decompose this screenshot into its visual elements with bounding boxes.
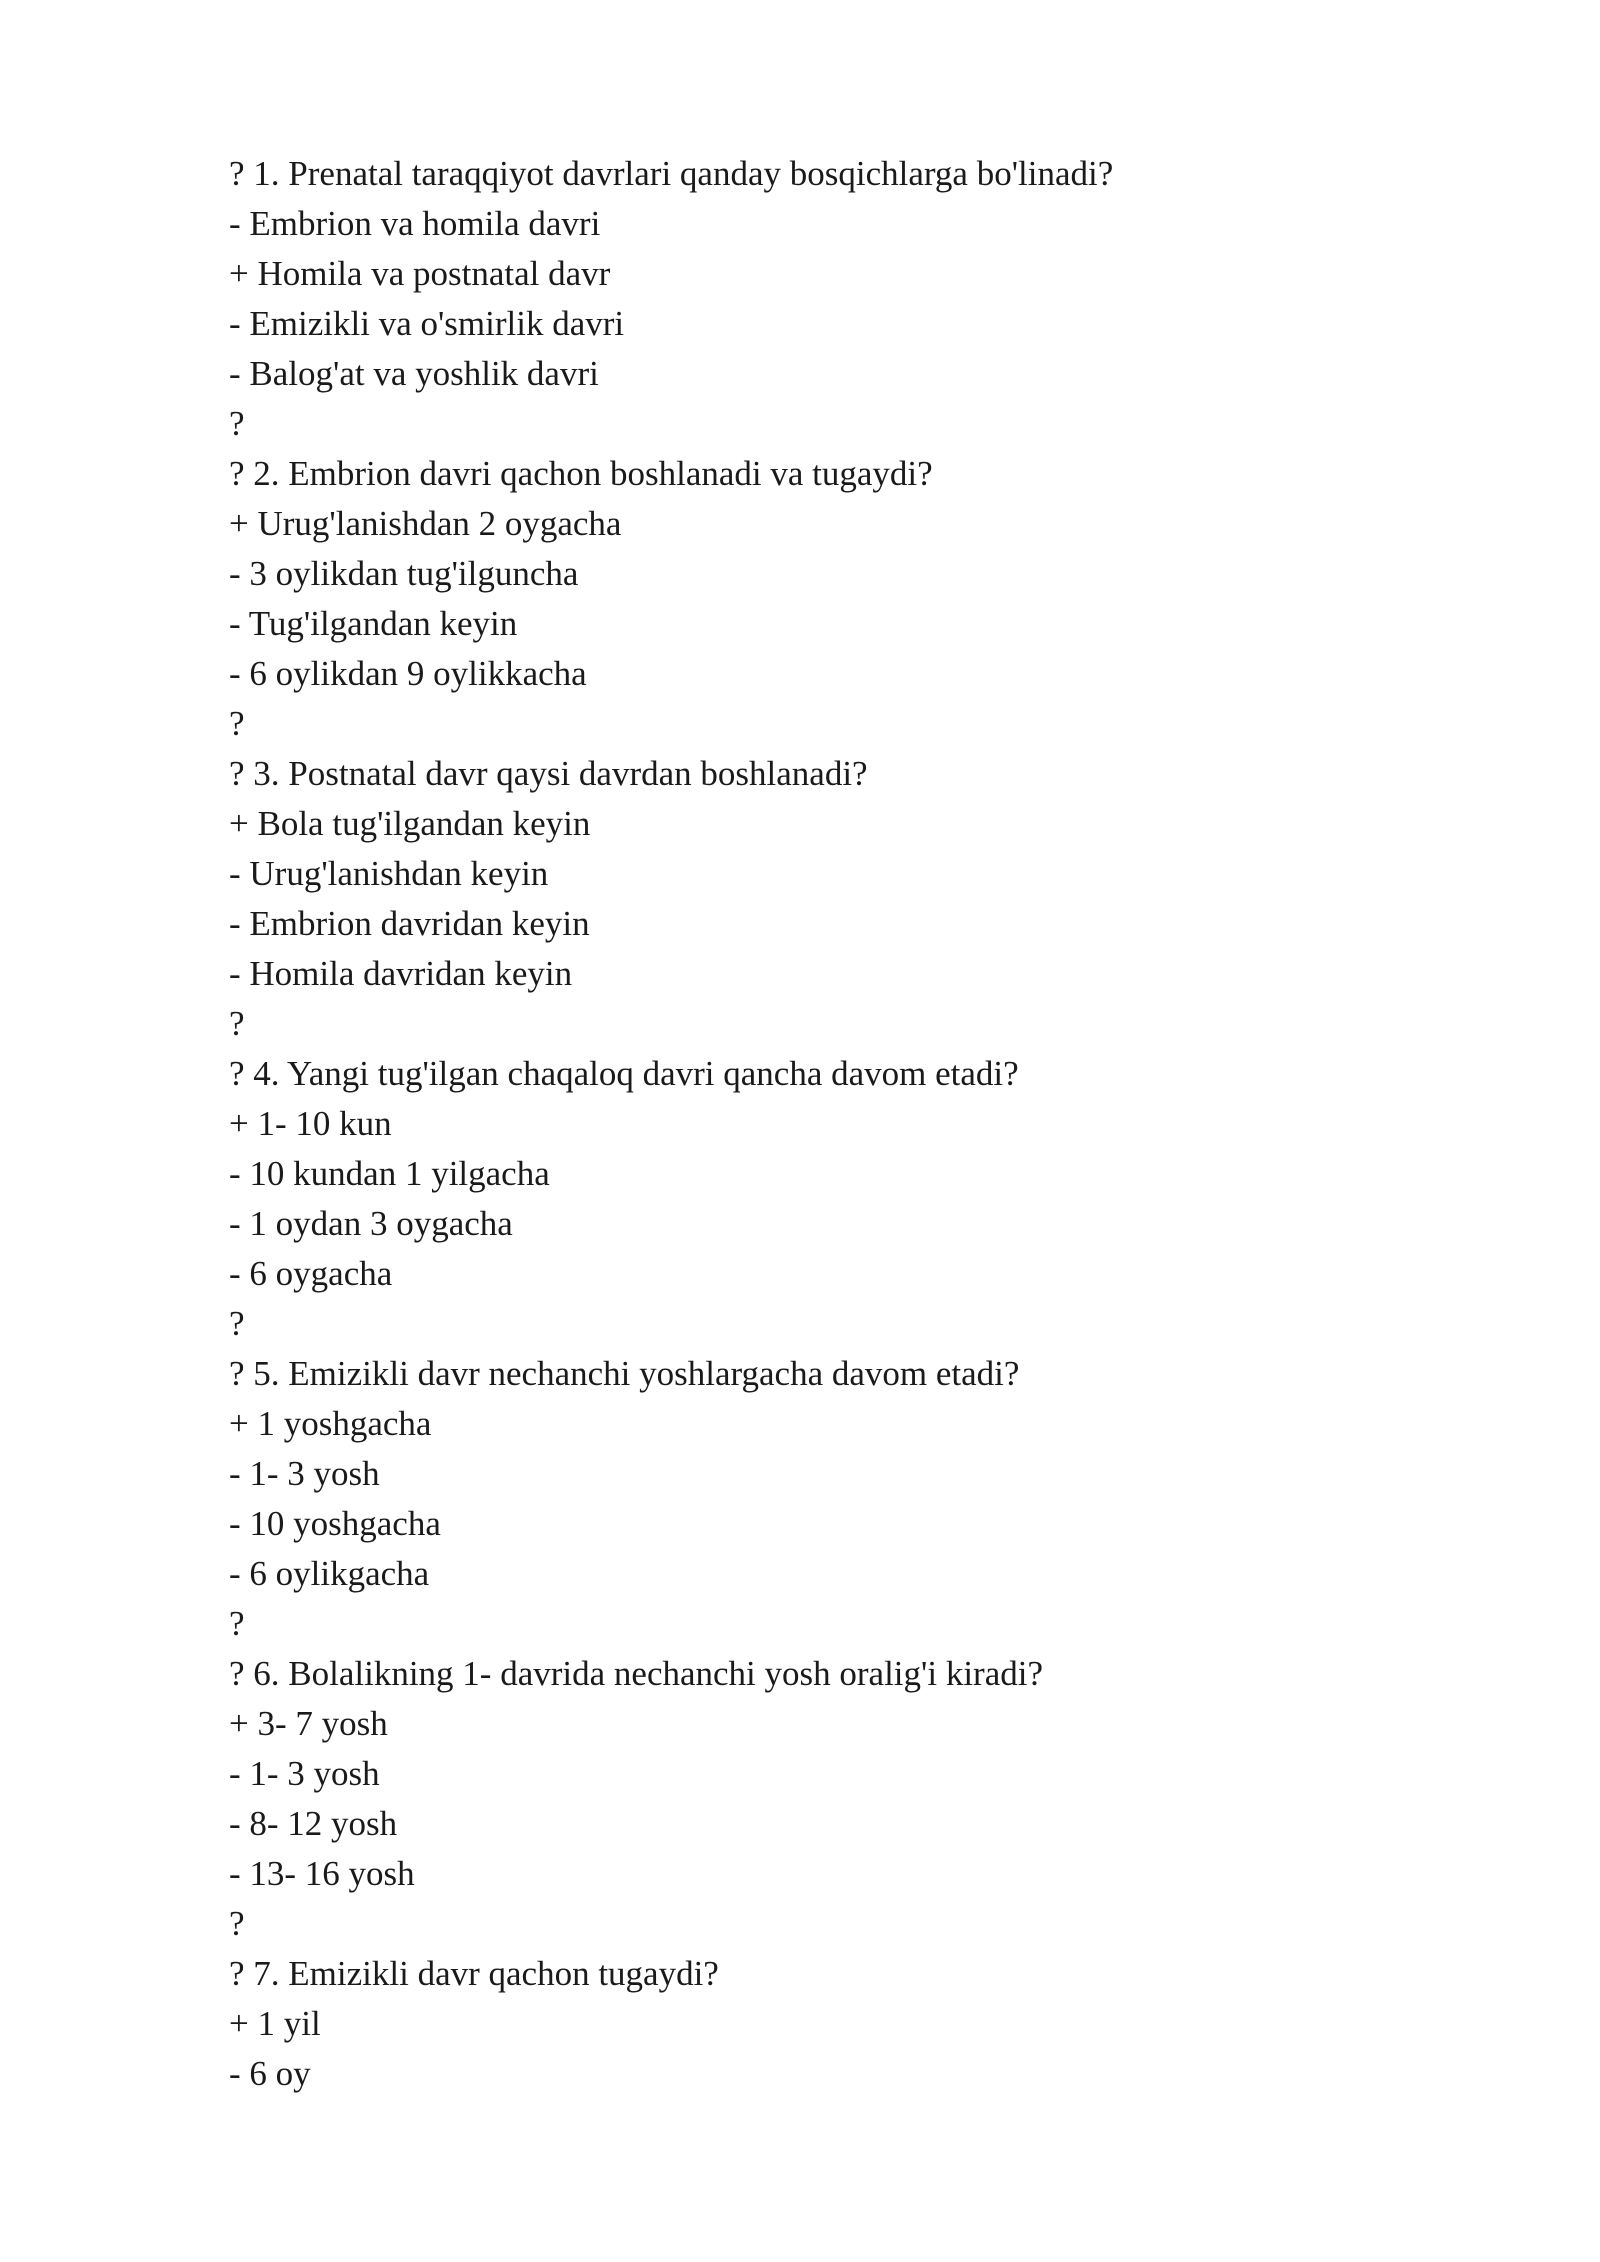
answer-option-line: + 1- 10 kun <box>229 1104 392 1143</box>
separator-line: ? <box>229 1604 245 1643</box>
question-line: ? 3. Postnatal davr qaysi davrdan boshlanadi? <box>229 754 868 793</box>
answer-option-line: - 6 oylikgacha <box>229 1554 430 1593</box>
answer-option-line: - 10 kundan 1 yilgacha <box>229 1154 550 1193</box>
answer-option-line: - Urug'lanishdan keyin <box>229 854 549 893</box>
answer-option-line: - Tug'ilgandan keyin <box>229 604 518 643</box>
answer-option-line: - 1- 3 yosh <box>229 1454 380 1493</box>
answer-option-line: - 8- 12 yosh <box>229 1804 398 1843</box>
answer-option-line: - 1- 3 yosh <box>229 1754 380 1793</box>
separator-line: ? <box>229 1004 245 1043</box>
answer-option-line: - 6 oylikdan 9 oylikkacha <box>229 654 587 693</box>
answer-option-line: - Embrion davridan keyin <box>229 904 590 943</box>
separator-line: ? <box>229 1904 245 1943</box>
separator-line: ? <box>229 404 245 443</box>
answer-option-line: - 6 oygacha <box>229 1254 393 1293</box>
answer-option-line: - Embrion va homila davri <box>229 204 601 243</box>
answer-option-line: + 1 yil <box>229 2004 321 2043</box>
answer-option-line: + 3- 7 yosh <box>229 1704 388 1743</box>
quiz-text-block <box>229 149 1429 2099</box>
question-line: ? 4. Yangi tug'ilgan chaqaloq davri qancha davom etadi? <box>229 1054 1019 1093</box>
answer-option-line: - 10 yoshgacha <box>229 1504 441 1543</box>
answer-option-line: - Balog'at va yoshlik davri <box>229 354 599 393</box>
answer-option-line: - 6 oy <box>229 2054 311 2093</box>
question-line: ? 6. Bolalikning 1- davrida nechanchi yosh oralig'i kiradi? <box>229 1654 1043 1693</box>
answer-option-line: - 1 oydan 3 oygacha <box>229 1204 513 1243</box>
answer-option-line: + Bola tug'ilgandan keyin <box>229 804 591 843</box>
question-line: ? 1. Prenatal taraqqiyot davrlari qanday bosqichlarga bo'linadi? <box>229 154 1114 193</box>
question-line: ? 7. Emizikli davr qachon tugaydi? <box>229 1954 719 1993</box>
answer-option-line: - 13- 16 yosh <box>229 1854 415 1893</box>
answer-option-line: - 3 oylikdan tug'ilguncha <box>229 554 579 593</box>
question-line: ? 5. Emizikli davr nechanchi yoshlargacha davom etadi? <box>229 1354 1020 1393</box>
answer-option-line: - Homila davridan keyin <box>229 954 573 993</box>
answer-option-line: + 1 yoshgacha <box>229 1404 432 1443</box>
answer-option-line: + Homila va postnatal davr <box>229 254 611 293</box>
question-line: ? 2. Embrion davri qachon boshlanadi va tugaydi? <box>229 454 933 493</box>
separator-line: ? <box>229 704 245 743</box>
answer-option-line: + Urug'lanishdan 2 oygacha <box>229 504 622 543</box>
answer-option-line: - Emizikli va o'smirlik davri <box>229 304 625 343</box>
separator-line: ? <box>229 1304 245 1343</box>
